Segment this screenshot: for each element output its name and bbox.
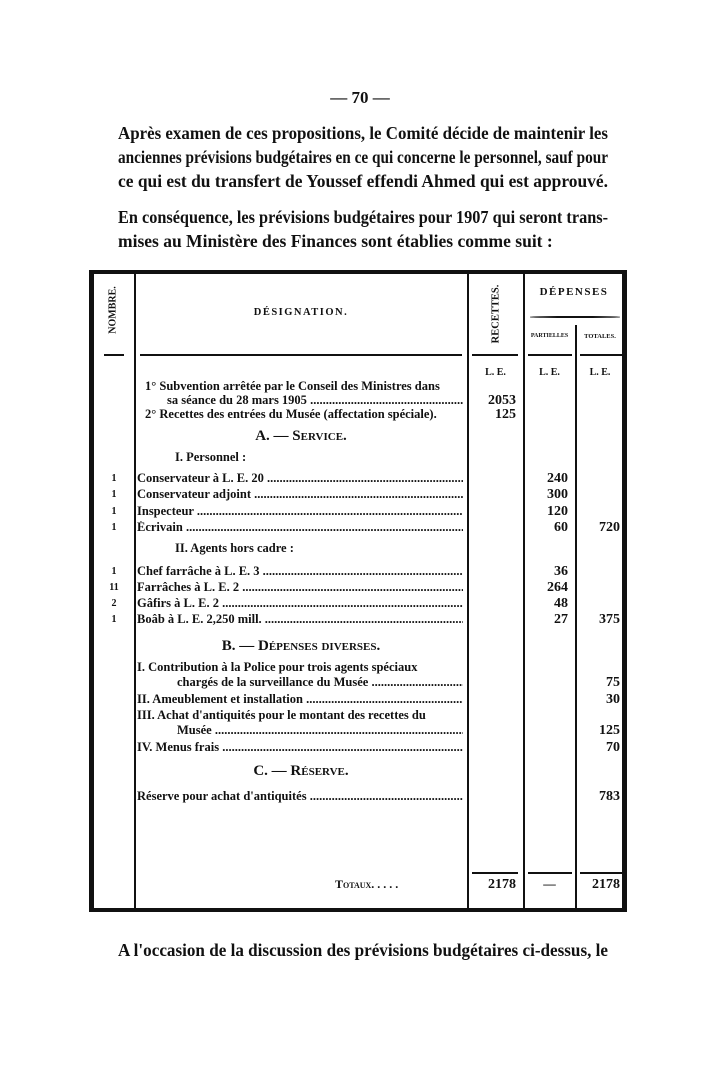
table-row-designation-text: chargés de la surveillance du Musée: [177, 676, 369, 689]
table-row-designation-text: Farrâches à L. E. 2: [137, 581, 240, 594]
table-row-totales-text: 70: [606, 740, 620, 755]
totals-rule: [528, 872, 572, 874]
paragraph-2: [118, 205, 608, 253]
table-row-designation: [137, 565, 463, 578]
table-row-designation: [137, 613, 463, 626]
paragraph-line-text: ce qui est du transfert de Youssef effendi Ahmed qui est approuvé.: [118, 171, 608, 191]
table-row-totales: [576, 693, 620, 706]
depenses-brace: [530, 316, 620, 318]
paragraph-line: [118, 205, 608, 229]
paragraph-line: [118, 229, 608, 253]
section-heading: [135, 763, 467, 779]
table-row-nombre-text: 1: [111, 473, 117, 484]
table-row-designation: [137, 709, 463, 722]
table-row-designation: [137, 505, 463, 518]
table-row-totales-text: 375: [599, 612, 620, 627]
section-heading-text: B. — Dépenses diverses.: [221, 638, 381, 654]
paragraph-line: [118, 145, 608, 169]
table-row-designation-text: Chef farrâche à L. E. 3: [137, 565, 260, 578]
header-nombre: NOMBRE.: [107, 286, 119, 334]
table-row-totales: [576, 790, 620, 803]
table-row-nombre-text: 2: [111, 598, 117, 609]
totals-recettes: 2178: [488, 877, 516, 892]
table-row-designation-text: Musée: [177, 724, 212, 737]
table-row-partielles: [524, 597, 568, 610]
header-partielles: PARTIELLES: [530, 333, 569, 339]
paragraph-line-text: En conséquence, les prévisions budgétaires pour 1907 qui seront trans-: [118, 207, 608, 227]
subsection-heading-text: I. Personnel :: [175, 450, 247, 464]
table-row-designation-text: I. Contribution à la Police pour trois agents spéciaux: [137, 661, 418, 674]
table-row-designation-text: 1° Subvention arrêtée par le Conseil des Ministres dans: [145, 380, 440, 393]
table-row-partielles-text: 27: [554, 612, 568, 627]
table-row-recettes: [468, 408, 516, 421]
paragraph-line-text: Après examen de ces propositions, le Comité décide de maintenir les: [118, 123, 608, 143]
column-divider: [134, 272, 136, 910]
table-row-totales: [576, 724, 620, 737]
table-row-nombre-text: 1: [111, 566, 117, 577]
header-totales: TOTALES.: [584, 333, 616, 340]
table-row-partielles: [524, 505, 568, 518]
section-heading-text: A. — Service.: [255, 428, 347, 444]
table-row-nombre-text: 11: [109, 582, 119, 593]
table-row-totales-text: 125: [599, 723, 620, 738]
table-row-nombre: [96, 472, 132, 485]
header-rule: [104, 354, 124, 356]
totals-totales: 2178: [592, 877, 620, 892]
table-row-partielles: [524, 488, 568, 501]
header-designation: DÉSIGNATION.: [253, 307, 349, 318]
table-row-designation-text: Boâb à L. E. 2,250 mill.: [137, 613, 262, 626]
subsection-heading: [175, 451, 246, 464]
totals-rule: [580, 872, 622, 874]
table-row-totales-text: 783: [599, 789, 620, 804]
table-row-partielles-text: 264: [547, 580, 568, 595]
table-row-designation-text: II. Ameublement et installation: [137, 693, 303, 706]
section-heading-text: C. — Réserve.: [253, 763, 349, 779]
table-row-designation: [145, 380, 463, 393]
table-row-designation-text: Inspecteur: [137, 505, 194, 518]
table-row-designation: [137, 661, 463, 674]
unit-partielles: L. E.: [539, 367, 560, 378]
table-row-recettes-text: 125: [495, 407, 516, 422]
table-row-nombre: [96, 597, 132, 610]
header-rule: [140, 354, 462, 356]
table-row-designation: [137, 741, 463, 754]
table-row-designation: [145, 408, 463, 421]
header-depenses: DÉPENSES: [539, 286, 609, 298]
table-row-designation: [167, 394, 463, 407]
table-row-nombre: [96, 565, 132, 578]
table-row-partielles: [524, 565, 568, 578]
table-row-totales: [576, 613, 620, 626]
table-row-designation: [137, 581, 463, 594]
paragraph-line-text: anciennes prévisions budgétaires en ce qui concerne le personnel, sauf pour: [118, 147, 608, 167]
subsection-heading: [175, 542, 294, 555]
table-row-partielles: [524, 472, 568, 485]
table-row-designation-text: Conservateur adjoint: [137, 488, 252, 501]
table-row-nombre-text: 1: [111, 522, 117, 533]
table-row-partielles-text: 36: [554, 564, 568, 579]
table-row-nombre: [96, 581, 132, 594]
table-row-designation: [177, 676, 463, 689]
table-row-designation-text: Conservateur à L. E. 20: [137, 472, 264, 485]
paragraph-line-text: mises au Ministère des Finances sont établies comme suit :: [118, 231, 553, 251]
table-row-designation: [137, 597, 463, 610]
totals-label: Totaux. . . . .: [335, 877, 399, 891]
paragraph-line: [118, 121, 608, 145]
unit-totales: L. E.: [589, 367, 611, 378]
table-row-partielles-text: 120: [547, 504, 568, 519]
closing-line-text: A l'occasion de la discussion des prévisions budgétaires ci-dessus, le: [118, 940, 608, 960]
table-row-nombre: [96, 488, 132, 501]
header-recettes: RECETTES.: [490, 284, 502, 344]
table-row-totales: [576, 741, 620, 754]
table-row-totales-text: 30: [606, 692, 620, 707]
table-row-partielles-text: 300: [547, 487, 568, 502]
table-row-totales: [576, 676, 620, 689]
header-rule: [528, 354, 572, 356]
page-number: — 70 —: [330, 88, 390, 107]
table-row-designation: [137, 488, 463, 501]
header-rule: [580, 354, 622, 356]
table-row-partielles-text: 60: [554, 520, 568, 535]
unit-recettes: L. E.: [485, 367, 506, 378]
closing-line: [118, 940, 608, 964]
table-row-partielles-text: 240: [547, 471, 568, 486]
header-rule: [472, 354, 518, 356]
table-row-nombre-text: 1: [111, 506, 117, 517]
table-row-partielles: [524, 581, 568, 594]
section-heading: [135, 638, 467, 654]
table-row-designation: [137, 790, 463, 803]
table-row-designation-text: III. Achat d'antiquités pour le montant des recettes du: [137, 709, 426, 722]
table-row-designation-text: Écrivain: [137, 521, 183, 534]
table-row-partielles: [524, 521, 568, 534]
section-heading: [135, 428, 467, 444]
table-row-partielles-text: 48: [554, 596, 568, 611]
table-row-designation: [177, 724, 463, 737]
table-row-totales: [576, 521, 620, 534]
closing-paragraph: [118, 940, 608, 964]
table-row-partielles: [524, 613, 568, 626]
table-row-recettes-text: 2053: [488, 393, 516, 408]
paragraph-line: [118, 169, 608, 193]
table-row-nombre: [96, 505, 132, 518]
table-row-designation: [137, 472, 463, 485]
table-row-totales-text: 75: [606, 675, 620, 690]
table-row-nombre: [96, 521, 132, 534]
table-row-nombre-text: 1: [111, 614, 117, 625]
table-row-designation: [137, 693, 463, 706]
table-row-designation-text: 2° Recettes des entrées du Musée (affectation spéciale).: [145, 408, 437, 421]
paragraph-1: [118, 121, 608, 193]
totals-partielles: —: [543, 877, 556, 891]
table-row-nombre: [96, 613, 132, 626]
table-row-designation-text: Réserve pour achat d'antiquités: [137, 790, 307, 803]
table-row-designation-text: IV. Menus frais: [137, 741, 220, 754]
table-row-recettes: [468, 394, 516, 407]
table-row-designation-text: Gâfirs à L. E. 2: [137, 597, 219, 610]
table-row-totales-text: 720: [599, 520, 620, 535]
table-row-nombre-text: 1: [111, 489, 117, 500]
table-row-designation: [137, 521, 463, 534]
table-row-designation-text: sa séance du 28 mars 1905: [167, 394, 307, 407]
subsection-heading-text: II. Agents hors cadre :: [175, 541, 294, 555]
totals-rule: [472, 872, 518, 874]
